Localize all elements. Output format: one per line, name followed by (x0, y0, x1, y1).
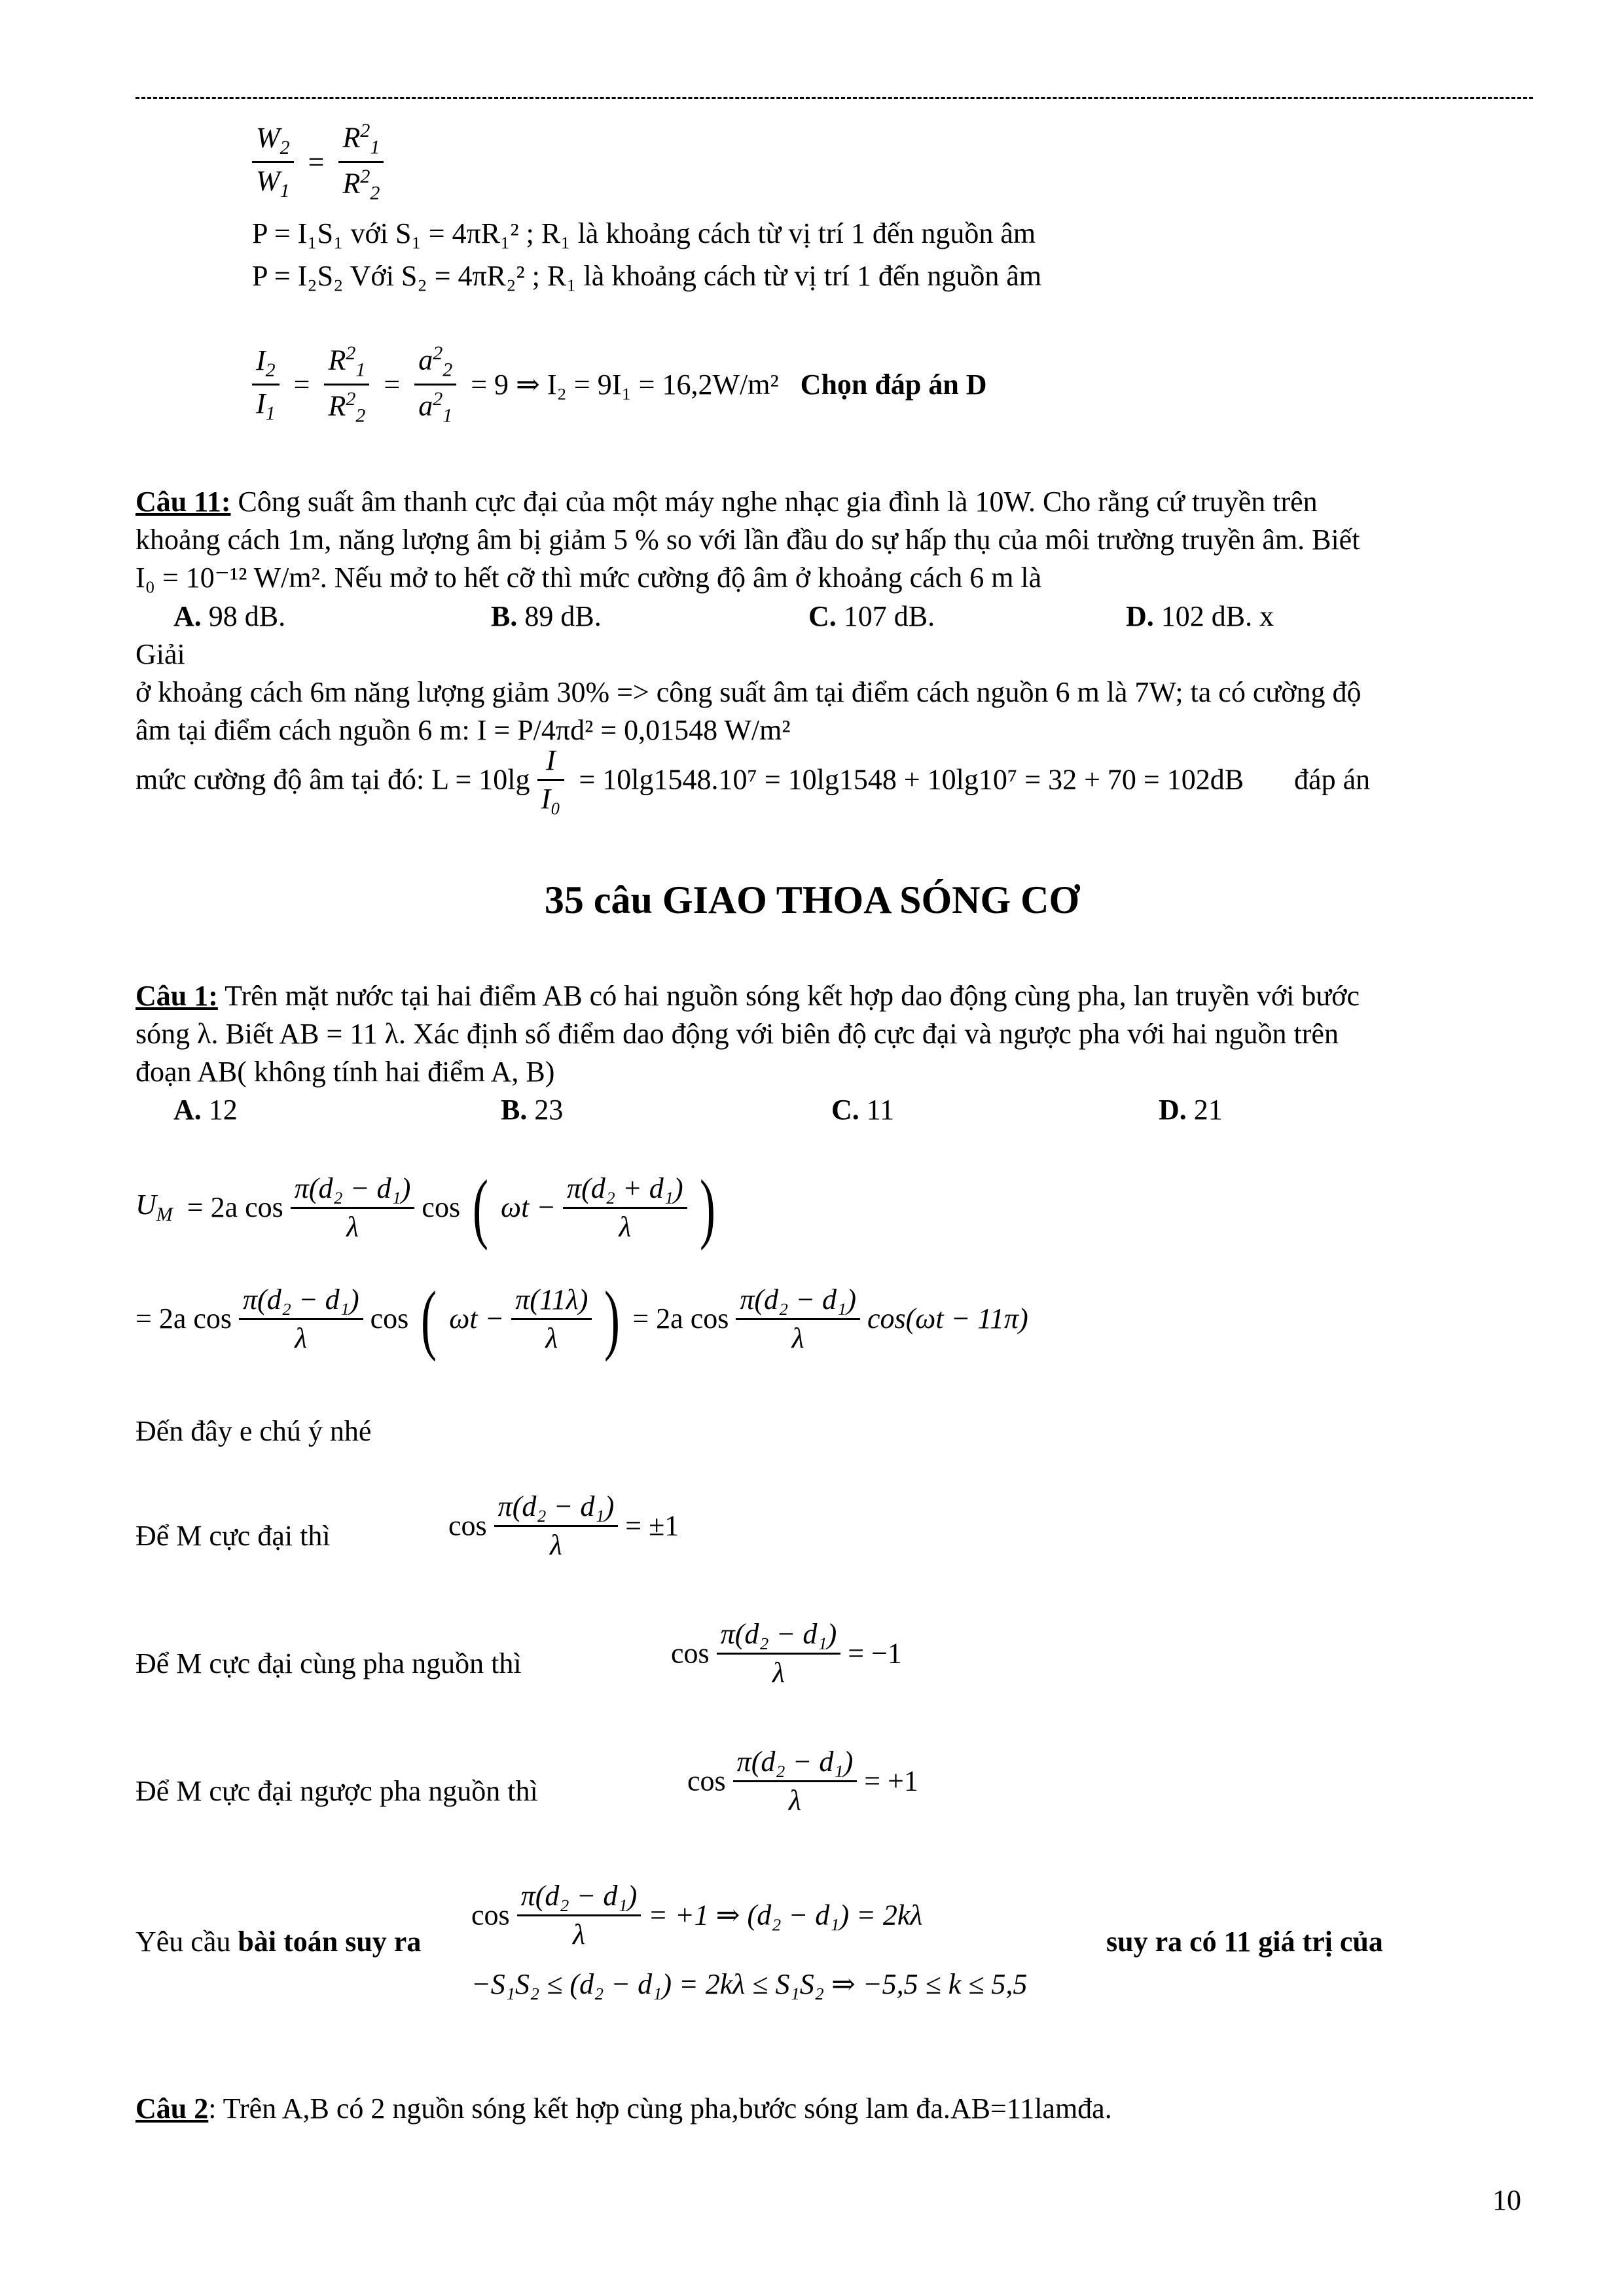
q11-solution-line2: âm tại điểm cách nguồn 6 m: I = P/4πd² = 0,01548 W/m² (135, 714, 791, 746)
cond3-label: Để M cực đại ngược pha nguồn thì (135, 1775, 538, 1807)
q1-option-b: B. 23 (501, 1094, 564, 1126)
q11-solution-line1: ở khoảng cách 6m năng lượng giảm 30% => công suất âm tại điểm cách nguồn 6 m là 7W; ta có cường độ (135, 676, 1362, 708)
q1-option-d: D. 21 (1159, 1094, 1223, 1126)
q1-line1: Câu 1: Trên mặt nước tại hai điểm AB có hai nguồn sóng kết hợp dao động cùng pha, lan truyền với bước (135, 980, 1360, 1012)
page-number: 10 (1492, 2184, 1521, 2216)
um-equation-line1: $U_M = 2a$ cos $\frac{\text{π(d₂ − d₁)}}{\lambda}$ cos ( ωt − $\frac{\text{π(d₂ + d₁)}}{\lambda}$ ) (135, 1164, 715, 1251)
note-text: Đến đây e chú ý nhé (135, 1415, 372, 1447)
q11-option-a: A. 98 dB. (173, 600, 286, 632)
req-equation-line1: cos $\frac{\text{π(d₂ − d₁)}}{\lambda}$ = +1 ⇒ (d₂ − d₁) = 2kλ (471, 1880, 923, 1950)
q11-line3: I₀ = 10⁻¹² W/m². Nếu mở to hết cỡ thì mức cường độ âm ở khoảng cách 6 m là (135, 562, 1042, 594)
q11-option-c: C. 107 dB. (808, 600, 935, 632)
q2-line: Câu 2: Trên A,B có 2 nguồn sóng kết hợp cùng pha,bước sóng lam đa.AB=11lamđa. (135, 2092, 1112, 2125)
um-equation-line2: = 2a cos $\frac{\text{π(d₂ − d₁)}}{\lambda}$ cos ( ωt − $\frac{\pi(11\lambda)}{\lambda}$ ) = 2a cos $\frac{\text{π(d₂ − d₁)}}{\lambda}$ cos(ωt − 11π) (135, 1275, 1028, 1362)
req-label: Yêu cầu bài toán suy ra (135, 1926, 422, 1958)
req-equation-line2: −S₁S₂ ≤ (d₂ − d₁) = 2kλ ≤ S₁S₂ ⇒ −5,5 ≤ k ≤ 5,5 (471, 1968, 1028, 2000)
section-title: 35 câu GIAO THOA SÓNG CƠ (544, 878, 1080, 922)
cond1-equation: cos $\frac{\text{π(d₂ − d₁)}}{\lambda}$ = ±1 (448, 1490, 679, 1561)
w-ratio-equation: $\frac{W_2}{W_1}$ = $\frac{R^2_1}{R^2_2}$ (252, 121, 384, 204)
cond2-equation: cos $\frac{\text{π(d₂ − d₁)}}{\lambda}$ = −1 (671, 1618, 902, 1689)
i-ratio-equation: $\frac{I_2}{I_1}$ = $\frac{R^2_1}{R^2_2}$ = $\frac{a^2_2}{a^2_1}$ = 9 ⇒ I₂ = 9I₁ = 16,2W/m² Chọn đáp án D (252, 344, 987, 426)
q1-option-c: C. 11 (831, 1094, 895, 1126)
cond2-label: Để M cực đại cùng pha nguồn thì (135, 1647, 522, 1679)
q11-level-equation: mức cường độ âm tại đó: L = 10lg $\frac{I}{\text{I₀}}$ = 10lg1548.10⁷ = 10lg1548 + 10lg10⁷ = 32 + 70 = 102dB đáp án (135, 744, 1371, 815)
q11-option-d: D. 102 dB. x (1126, 600, 1274, 632)
q1-line2: sóng λ. Biết AB = 11 λ. Xác định số điểm dao động với biên độ cực đại và ngược pha với hai nguồn trên (135, 1018, 1339, 1050)
req-right-text: suy ra có 11 giá trị của (1106, 1926, 1383, 1958)
q1-option-a: A. 12 (173, 1094, 238, 1126)
q11-solution-label: Giải (135, 638, 185, 670)
q11-line1: Câu 11: Công suất âm thanh cực đại của một máy nghe nhạc gia đình là 10W. Cho rằng cứ truyền trên (135, 486, 1318, 518)
q11-option-b: B. 89 dB. (491, 600, 602, 632)
cond3-equation: cos $\frac{\text{π(d₂ − d₁)}}{\lambda}$ = +1 (687, 1746, 918, 1816)
line-p2: P = I₂S₂ Với S₂ = 4πR₂² ; R₁ là khoảng cách từ vị trí 1 đến nguồn âm (252, 260, 1042, 292)
q2-label: Câu 2 (135, 2092, 209, 2125)
q1-line3: đoạn AB( không tính hai điểm A, B) (135, 1056, 555, 1088)
line-p1: P = I₁S₁ với S₁ = 4πR₁² ; R₁ là khoảng cách từ vị trí 1 đến nguồn âm (252, 217, 1036, 249)
q11-label: Câu 11: (135, 486, 231, 518)
cond1-label: Để M cực đại thì (135, 1520, 331, 1552)
q11-line2: khoảng cách 1m, năng lượng âm bị giảm 5 % so với lần đầu do sự hấp thụ của môi trường truyền âm. Biết (135, 524, 1360, 556)
q1-label: Câu 1: (135, 980, 218, 1012)
header-dashed-rule (135, 97, 1533, 99)
